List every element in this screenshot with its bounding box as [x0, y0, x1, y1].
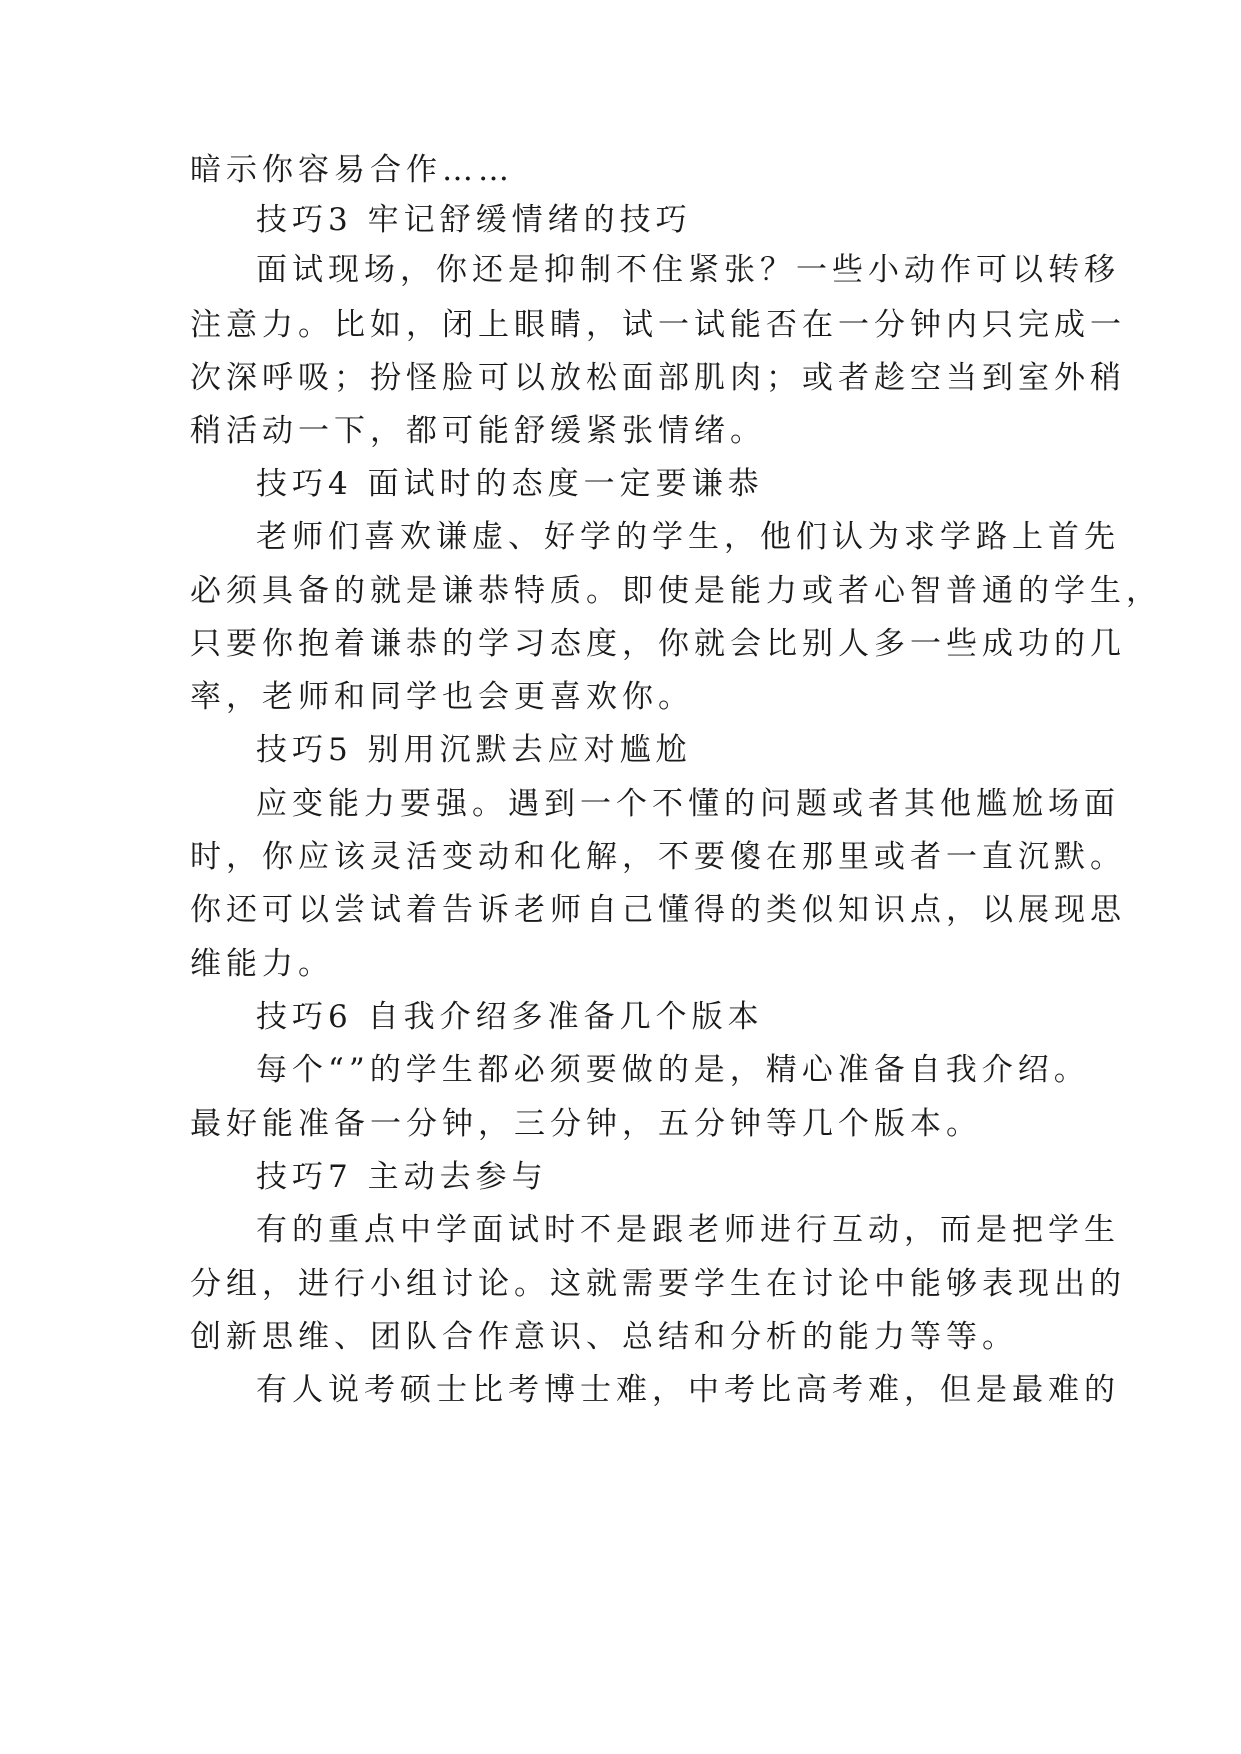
text-line: 面试现场，你还是抑制不住紧张？一些小动作可以转移	[256, 252, 1120, 288]
text-line: 维能力。	[190, 946, 334, 982]
text-line: 注意力。比如，闭上眼睛，试一试能否在一分钟内只完成一	[190, 307, 1126, 343]
tip-heading-7: 技巧7 主动去参与	[256, 1159, 548, 1195]
text-line: 率，老师和同学也会更喜欢你。	[190, 679, 694, 715]
text-line: 有的重点中学面试时不是跟老师进行互动，而是把学生	[256, 1212, 1120, 1248]
text-line: 次深呼吸；扮怪脸可以放松面部肌肉；或者趁空当到室外稍	[190, 360, 1126, 396]
tip-heading-6: 技巧6 自我介绍多准备几个版本	[256, 999, 764, 1035]
text-line: 有人说考硕士比考博士难，中考比高考难，但是最难的	[256, 1372, 1120, 1408]
tip-heading-5: 技巧5 别用沉默去应对尴尬	[256, 732, 692, 768]
text-line: 时，你应该灵活变动和化解，不要傻在那里或者一直沉默。	[190, 839, 1126, 875]
text-line: 老师们喜欢谦虚、好学的学生，他们认为求学路上首先	[256, 519, 1120, 555]
text-line: 最好能准备一分钟，三分钟，五分钟等几个版本。	[190, 1106, 982, 1142]
text-line: 必须具备的就是谦恭特质。即使是能力或者心智普通的学生，	[190, 573, 1162, 609]
tip-heading-4: 技巧4 面试时的态度一定要谦恭	[256, 466, 764, 502]
text-line: 分组，进行小组讨论。这就需要学生在讨论中能够表现出的	[190, 1266, 1126, 1302]
text-line: 你还可以尝试着告诉老师自己懂得的类似知识点，以展现思	[190, 892, 1126, 928]
text-line: 只要你抱着谦恭的学习态度，你就会比别人多一些成功的几	[190, 626, 1126, 662]
tip-heading-3: 技巧3 牢记舒缓情绪的技巧	[256, 202, 692, 238]
text-line: 暗示你容易合作……	[190, 152, 514, 188]
text-line: 每个“”的学生都必须要做的是，精心准备自我介绍。	[256, 1052, 1090, 1088]
text-line: 应变能力要强。遇到一个不懂的问题或者其他尴尬场面	[256, 786, 1120, 822]
text-line: 稍活动一下，都可能舒缓紧张情绪。	[190, 413, 766, 449]
text-line: 创新思维、团队合作意识、总结和分析的能力等等。	[190, 1319, 1018, 1355]
